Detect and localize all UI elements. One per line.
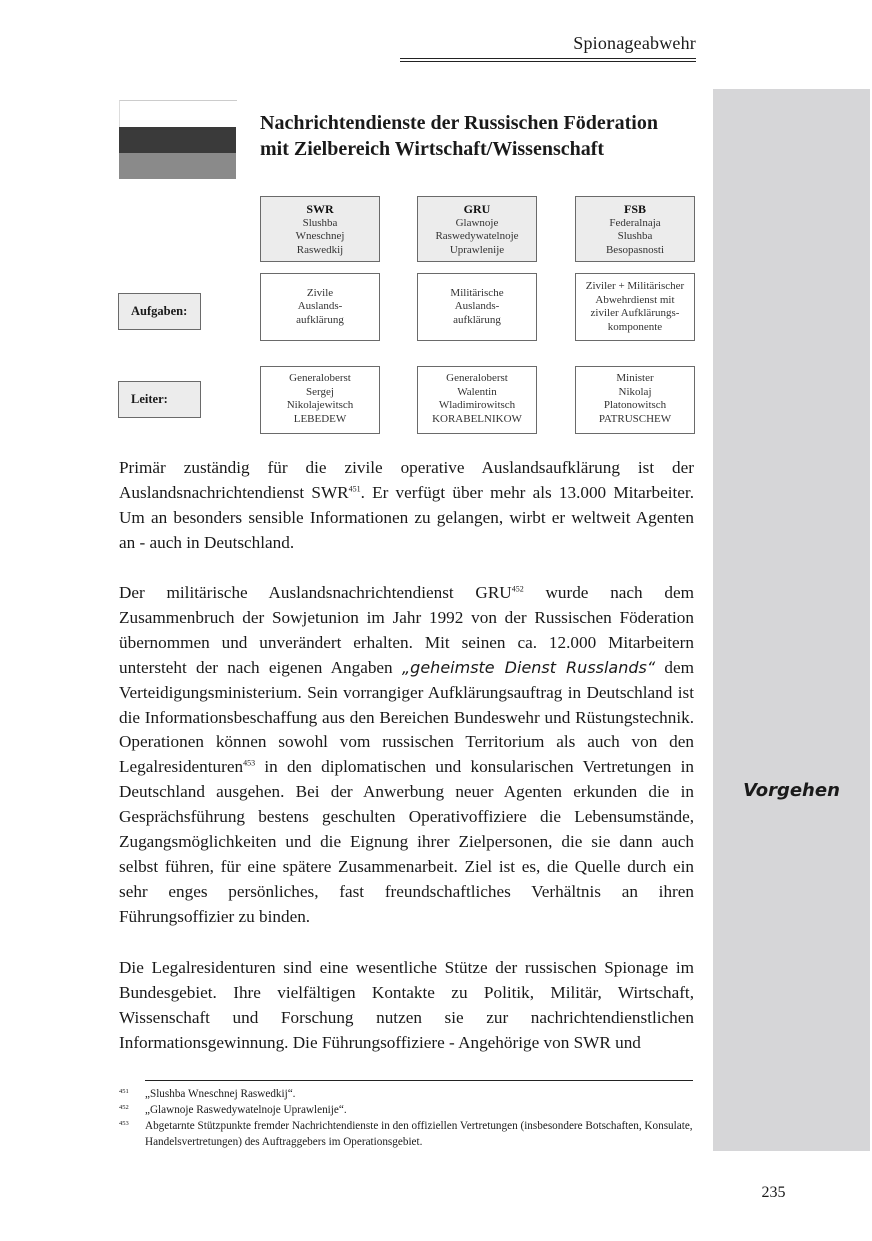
task-line: ziviler Aufklärungs- [590, 307, 680, 319]
leader-line: PATRUSCHEW [598, 412, 672, 425]
footnote-number: 452 [119, 1104, 129, 1111]
service-box-swr [260, 196, 380, 262]
leader-line: Nikolaj [618, 385, 652, 398]
footnote-number: 451 [119, 1088, 129, 1095]
text-run: in den diplomatischen und konsularischen Vertretungen in Deutschland ausgehen. Bei der Anwerbung neuer Agenten erkunden die in Gesprächsführung bestens geschulten Operativoffiziere die Lebensumstände, Zugangsmöglichkeiten und die Eignung ihrer Zielpersonen, die sie dann auch selbst führen, für eine spätere Zusammenarbeit. Ziel ist es, die Quelle durch ein sehr enges persönliches, fast freundschaftliches Verhältnis an ihren Führungsoffizier zu binden. [119, 757, 694, 926]
service-name-line: Uprawlenije [449, 243, 505, 256]
task-line: aufklärung [296, 313, 344, 326]
paragraph-legalresidenturen [119, 956, 694, 1056]
task-box-fsb [575, 273, 695, 341]
diagram-title-line1: Nachrichtendienste der Russischen Föderation [260, 112, 658, 134]
leader-line: Platonowitsch [603, 399, 667, 411]
text-run: Primär zuständig für die zivile operative Auslandsaufklärung ist der Auslandsnachrichtendienst SWR [119, 458, 694, 502]
text-run: . Er verfügt über mehr als 13.000 Mitarbeiter. Um an besonders sensible Informationen zu gelangen, wirbt er weltweit Agenten an - auch in Deutschland. [119, 482, 694, 552]
running-head-rule-2 [400, 61, 696, 62]
running-head-rule [400, 58, 696, 59]
service-abbr: GRU [463, 202, 491, 216]
leader-box-swr [260, 366, 380, 434]
footnote-ref: 453 [243, 758, 256, 768]
leader-line: Walentin [457, 385, 497, 398]
leader-line: Wladimirowitsch [438, 399, 516, 411]
footnote-number: 453 [119, 1120, 129, 1127]
footnote [119, 1086, 694, 1102]
paragraph-gru [119, 581, 694, 930]
text-run: Die Legalresidenturen sind eine wesentliche Stütze der russischen Spionage im Bundesgebiet. Ihre vielfältigen Kontakte zu Politik, Militär, Wirtschaft, Wissenschaft und Forschung nutzen sie zur nachrichtendienstlichen Informationsgewinnung. Die Führungsoffiziere - Angehörige von SWR und [119, 958, 694, 1052]
task-line: Abwehrdienst mit [595, 293, 675, 306]
leader-line: Sergej [306, 385, 334, 398]
service-name-line: Slushba [302, 216, 338, 229]
row-label-tasks: Aufgaben: [118, 293, 201, 330]
diagram-title-line2: mit Zielbereich Wirtschaft/Wissenschaft [260, 138, 605, 160]
running-head: Spionageabwehr [573, 33, 696, 53]
flag-stripe-dark [119, 127, 236, 153]
leader-box-fsb [575, 366, 695, 434]
service-name-line: Federalnaja [609, 216, 661, 229]
task-box-swr [260, 273, 380, 341]
footnote [119, 1118, 694, 1150]
quoted-phrase: „geheimste Dienst Russlands“ [401, 657, 656, 677]
paragraph-swr [119, 456, 694, 556]
leader-line: LEBEDEW [293, 412, 347, 425]
text-run: dem Verteidigungsministerium. Sein vorrangiger Aufklärungsauftrag in Deutschland ist die Informationsbeschaffung aus den Bereichen Bundeswehr und Rüstungstechnik. Operationen können sowohl vom russischen Territorium als auch von den Legalresidenturen [119, 657, 694, 777]
leader-line: Nikolajewitsch [286, 399, 354, 411]
service-box-gru [417, 196, 537, 262]
leader-line: KORABELNIKOW [432, 412, 522, 425]
footnote-text: „Glawnoje Raswedywatelnoje Uprawlenije“. [145, 1104, 347, 1116]
service-name-line: Slushba [617, 230, 653, 242]
leader-line: Generaloberst [446, 372, 508, 384]
task-line: Militärische [450, 286, 504, 299]
footnote-text: Abgetarnte Stützpunkte fremder Nachrichtendienste in den offiziellen Vertretungen (insbesondere Botschaften, Konsulate, Handelsvertretungen) des Auftraggebers im Operationsgebiet. [145, 1120, 693, 1148]
margin-note: Vorgehen [743, 780, 840, 801]
footnote-rule [145, 1080, 693, 1081]
flag-stripe-gray [119, 153, 236, 179]
service-name-line: Glawnoje [455, 216, 499, 229]
service-name-line: Raswedywatelnoje [435, 230, 519, 242]
text-run: wurde nach dem Zusammenbruch der Sowjetunion im Jahr 1992 von der Russischen Föderation übernommen und unverändert erhalten. Mit seinen ca. 12.000 Mitarbeitern untersteht der nach eigenen Angaben [119, 583, 694, 677]
task-line: Auslands- [454, 300, 500, 313]
diagram-title [260, 110, 710, 162]
leader-line: Minister [616, 372, 654, 384]
footnote-ref: 452 [511, 584, 524, 594]
service-box-fsb [575, 196, 695, 262]
page-number: 235 [761, 1184, 786, 1201]
service-name-line: Raswedkij [296, 243, 344, 256]
task-line: Ziviler + Militärischer [585, 280, 685, 292]
task-line: Zivile [306, 286, 334, 299]
service-abbr: FSB [623, 202, 646, 216]
footnote [119, 1102, 694, 1118]
footnote-text: „Slushba Wneschnej Raswedkij“. [145, 1088, 296, 1100]
service-abbr: SWR [306, 202, 334, 216]
text-run: Der militärische Auslandsnachrichtendienst GRU [119, 583, 512, 602]
task-line: Auslands- [297, 300, 343, 313]
service-name-line: Besopasnosti [605, 243, 665, 256]
flag-stripe-white [119, 100, 237, 128]
task-line: komponente [607, 320, 663, 333]
task-line: aufklärung [453, 313, 501, 326]
footnote-ref: 451 [348, 484, 361, 494]
service-name-line: Wneschnej [295, 230, 345, 242]
task-box-gru [417, 273, 537, 341]
margin-bar [713, 89, 870, 1151]
row-label-leaders: Leiter: [118, 381, 201, 418]
leader-line: Generaloberst [289, 372, 351, 384]
leader-box-gru [417, 366, 537, 434]
